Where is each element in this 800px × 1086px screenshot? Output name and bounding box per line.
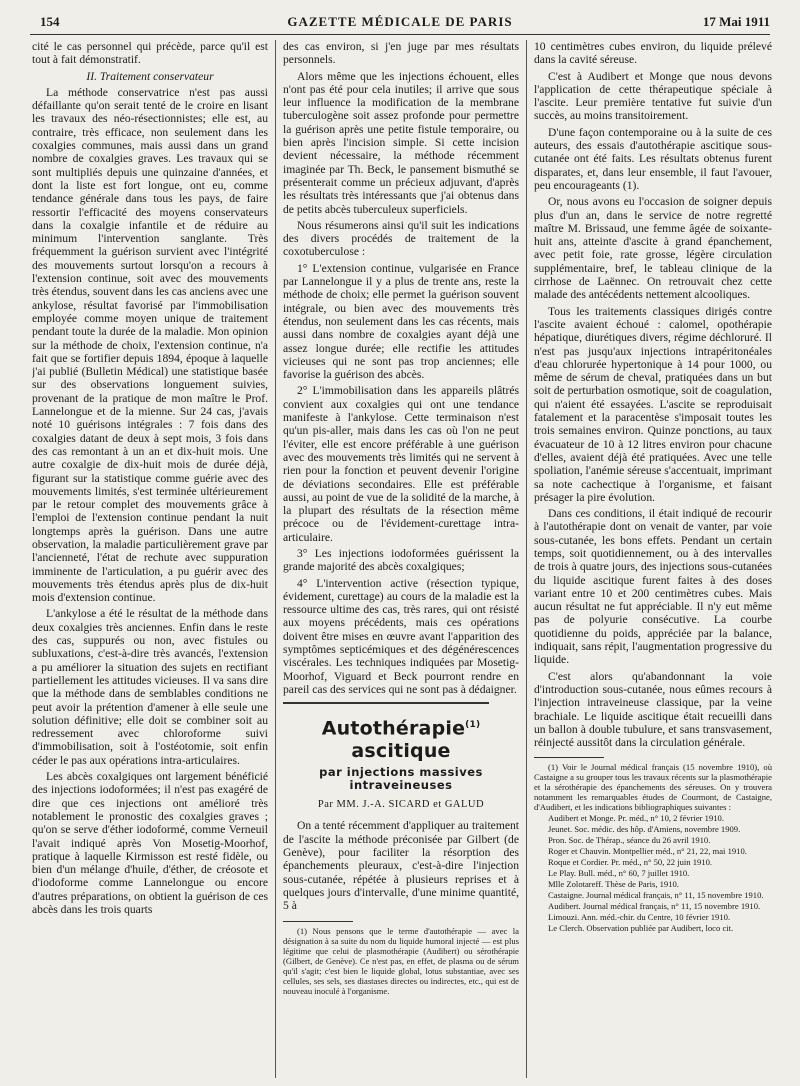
paragraph: cité le cas personnel qui précède, parce qu'il est tout à fait démonstratif.	[32, 40, 268, 67]
paragraph: C'est à Audibert et Monge que nous devons l'application de cette thérapeutique spéciale à l'ascite. Leur première tentative fut suivie d'un succès, au moins transitoirement.	[534, 69, 772, 123]
issue-date: 17 Mai 1911	[702, 14, 770, 29]
footnote: Jeunet. Soc. médic. des hôp. d'Amiens, novembre 1909.	[548, 824, 741, 835]
footnote: Roque et Cordier. Pr. méd., n° 50, 22 juin 1910.	[548, 857, 713, 868]
page-number: 154	[40, 14, 60, 29]
column-divider	[526, 40, 527, 1078]
article-separator	[283, 702, 489, 704]
footnote: Le Clerch. Observation publiée par Audibert, loco cit.	[548, 923, 734, 934]
article-header	[283, 714, 519, 811]
paragraph: Dans ces conditions, il était indiqué de recourir à l'autothérapie dont on venait de vanter, par voie sous-cutanée, les bons effets. Pendant un certain temps, soit quotidiennement, ou à des intervalles de trois à quatre jours, des injections sous-cutanées du liquide ascitique furent faites à des doses variant entre 10 et 200 centimètres cubes. Mais aucun résultat ne fut appréciable. Il n'y eut même pas de polyurie consécutive. La courbe quotidienne du poids, appréciée par la balance, indiquait, sans répit, l'augmentation progressive du liquide.	[534, 507, 772, 667]
paragraph: 4° L'intervention active (résection typique, évidement, curettage) au cours de la maladie est la ressource ultime des cas, très rares, qui ont résisté aux moyens précédents, mais ces opérations doivent être mises en œuvre avant l'apparition des symptômes septicémiques et des dégénérescences viscérales. Les techniques indiquées par Mosetig-Moorhof, Viguard et Beck pourront rendre en pareil cas des services qui ne sont pas à dédaigner.	[283, 576, 519, 696]
paragraph: Tous les traitements classiques dirigés contre l'ascite avaient échoué : calomel, opothérapie hépatique, diurétiques divers, régime déchloruré. Il n'est pas jusqu'aux injections intrapéritonéales d'eau chlorurée hypertonique à 14 pour 1000, ou même de sérum de cheval, pratiquées dans un but soit de perturbation osmotique, soit de coagulation, qui n'aient été essayées. L'ascite se reproduisait fatalement et la paracentèse s'imposait toutes les trois semaines environ. Quinze ponctions, au taux évacuateur de 10 à 12 litres environ pour chacune d'elles, avaient déjà été pratiquées. Avec une telle spoliation, l'anémie séreuse s'accentuait, imprimant sa note cachectique à l'organisme, et faisant présager la pire évolution.	[534, 304, 772, 504]
column-2	[283, 40, 519, 1080]
article-title-main: Autothérapie	[321, 717, 466, 740]
footnote: Limouzi. Ann. méd.-chir. du Centre, 10 février 1910.	[548, 912, 731, 923]
paragraph: Nous résumerons ainsi qu'il suit les indications des divers procédés de traitement de la coxotuberculose :	[283, 218, 519, 259]
column-1	[32, 40, 268, 1080]
footnote: (1) Voir le Journal médical français (15 novembre 1910), où Castaigne a su grouper tous les travaux récents sur la plasmothérapie et la sérothérapie des épanchements des séreuses. On y trouvera notamment les remarquables études de Courmont, de Castaigne, d'Audibert, et les indications bibliographiques suivantes :	[534, 762, 772, 813]
article-authors: Par MM. J.-A. SICARD et GALUD	[317, 799, 485, 811]
footnote: Pron. Soc. de Thérap., séance du 26 avril 1910.	[548, 835, 711, 846]
footnote-rule	[534, 757, 604, 758]
paragraph: La méthode conservatrice n'est pas aussi défaillante qu'on serait tenté de le croire en lisant les travaux des néo-résectionnistes; elle est, au contraire, très efficace, non seulement dans les coxalgies communes, mais aussi dans un grand nombre de coxalgies graves. Les travaux qui se sont multipliés depuis une quinzaine d'années, et dont la liste est fort longue, ont eu, comme tendance générale dans tous les pays, de faire ressortir l'efficacité des moyens conservateurs dans la coxalgie infantile et de réduire au minimum l'intervention sanglante. Très fréquemment la guérison survient avec l'intégrité des mouvements surtout lorsqu'on a recours à l'extension continue, soit avec des mouvements très étendus, souvent dans les cas anciens avec une ankylose, résultat favorisé par l'immobilisation employée comme moyen unique de traitement pendant toute la durée de la maladie. Mon opinion sur la méthode de choix, l'extension continue, n'a fait que se fortifier depuis 1894, époque à laquelle j'ai publié (Bulletin Médical) une statistique basée sur des observations longuement suivies, provenant de la pratique de mon maître le Prof. Lannelongue et de la mienne. Sur 24 cas, j'avais noté 10 guérisons intégrales : 7 fois dans des coxalgies datant de deux à sept mois, 3 fois dans des cas remontant à un an et dix-huit mois. Une autre coxalgie de dix-huit mois de durée déjà, figurant sur la statistique comme guérie avec des mouvements limités, s'est terminée ultérieurement par le retour complet des mouvements grâce à l'emploi de l'extension continue pendant la nuit longtemps après la guérison. Dans une autre observation, la maladie particulièrement grave par l'ancienneté, l'état de rechute avec suppuration imminente de l'articulation, a pu guérir avec des mouvements très étendus après plus de dix-huit mois d'extension continue.	[32, 85, 268, 605]
paragraph: D'une façon contemporaine ou à la suite de ces auteurs, des essais d'autothérapie ascitique sous-cutanée ont été faits. Les résultats obtenus furent disparates, et, dans leur ensemble, il faut l'avouer, peu encourageants (1).	[534, 125, 772, 192]
paragraph: L'ankylose a été le résultat de la méthode dans deux coxalgies très anciennes. Enfin dans le reste des cas, suppurés ou non, avec fistules ou subluxations, c'est-à-dire très avancés, l'extension a pu améliorer la situation des sujets en rectifiant partiellement les attitudes vicieuses. Il va sans dire que la méthode dans de semblables conditions ne peut avoir la prétention d'amener à elle seule une solution définitive; elle doit se combiner soit au redressement avec chloroforme suivi d'immobilisation, soit à l'ostéotomie, soit enfin céder le pas aux opérations intra-articulaires.	[32, 607, 268, 767]
section-heading: II. Traitement conservateur	[86, 69, 214, 83]
paragraph: C'est alors qu'abandonnant la voie d'introduction sous-cutanée, nous eûmes recours à l'injection intraveineuse classique, par la veine brachiale. Le liquide ascitique était recueilli dans un ballon à double tubulure, et sans transvasement, réinjecté aussitôt dans la circulation générale.	[534, 669, 772, 750]
journal-title: GAZETTE MÉDICALE DE PARIS	[287, 14, 513, 29]
footnote: Le Play. Bull. méd., n° 60, 7 juillet 1910.	[548, 868, 690, 879]
paragraph: On a tenté récemment d'appliquer au traitement de l'ascite la méthode préconisée par Gilbert (de Genève), pour faciliter la résorption des épanchements pleuraux, c'est-à-dire l'injection sous-cutanée, répétée à plusieurs reprises et à quelques jours d'intervalle, d'une minime quantité, 5 à	[283, 819, 519, 913]
footnote: Mlle Zolotareff. Thèse de Paris, 1910.	[548, 879, 679, 890]
paragraph: Les abcès coxalgiques ont largement bénéficié des injections iodoformées; il n'est pas exagéré de dire que ces injections ont amélioré très notablement le pronostic des coxalgies graves ; qu'on se serve d'éther iodoformé, comme Verneuil l'avait indiqué après Von Mosetig-Moorhof, pratique à laquelle Kirmisson est resté fidèle, ou bien d'un mélange d'huile, d'éther, de créosote et d'iodoforme comme Lannelongue ou encore d'autres préparations, on obtient la guérison de ces abcès dans les trois quarts	[32, 770, 268, 916]
paragraph: des cas environ, si j'en juge par mes résultats personnels.	[283, 40, 519, 67]
footnote: Roger et Chauvin. Montpellier méd., n° 21, 22, mai 1910.	[548, 846, 747, 857]
article-title-second: ascitique	[351, 739, 451, 762]
footnote: Castaigne. Journal médical français, n° 11, 15 novembre 1910.	[548, 890, 764, 901]
article-subtitle: par injections massives intraveineuses	[319, 764, 483, 792]
paragraph: 10 centimètres cubes environ, du liquide prélevé dans la cavité séreuse.	[534, 40, 772, 67]
paragraph: 1° L'extension continue, vulgarisée en France par Lannelongue il y a plus de trente ans, reste la méthode de choix; elle permet la guérison souvent intégrale, ou bien avec des mouvements très étendus, non seulement dans les cas récents, mais aussi dans nombre de coxalgies ayant déjà une assez longue durée; elle rectifie les attitudes vicieuses qui ne sont pas trop anciennes; elle favorise la guérison des abcès.	[283, 261, 519, 382]
footnote-marker: (1)	[465, 720, 481, 731]
paragraph: Alors même que les injections échouent, elles n'ont pas été pour cela inutiles; il arrive que sous leur influence la modification de la membrane tuberculogène soit assez profonde pour permettre la guérison après une petite fistule temporaire, ou bien après l'incision simple. Si cette incision devient nécessaire, la méthode récemment imaginée par Th. Beck, le pansement bismuthé se présenterait comme un précieux adjuvant, d'après les résultats très intéressants que j'ai obtenus dans de petits abcès tuberculeux superficiels.	[283, 69, 519, 216]
paragraph: Or, nous avons eu l'occasion de soigner depuis plus d'un an, dans le service de notre regretté maître M. Brissaud, une femme âgée de soixante-huit ans, atteinte d'ascite à grand épanchement, avec petit foie, rate grosse, légère circulation supplémentaire, bref, le tableau clinique de la cirrhose de Laënnec. On retrouvait chez cette malade des antécédents nettement alcooliques.	[534, 195, 772, 302]
footnote: (1) Nous pensons que le terme d'autothérapie — avec la désignation à sa suite du nom du liquide humoral injecté — est plus légitime que celui de plasmothérapie (Audibert) ou sérothérapie (Gilbert, de Genève). Ce n'est pas, en effet, de plasma ou de sérum qu'il s'agit; c'est bien le liquide global, lotus substantiae, avec ses cellules, ses sels, ses diastases directes ou indirectes, etc., qui est de nouveau inoculé à l'organisme.	[283, 925, 519, 996]
footnote-rule	[283, 921, 353, 922]
page-header	[30, 10, 770, 32]
footnote: Audibert et Monge. Pr. méd., n° 10, 2 février 1910.	[548, 813, 724, 824]
column-divider	[275, 40, 276, 1078]
article-title	[283, 714, 519, 761]
paragraph: 3° Les injections iodoformées guérissent la grande majorité des abcès coxalgiques;	[283, 546, 519, 574]
header-rule	[30, 34, 770, 35]
footnote: Audibert. Journal médical français, n° 11, 15 novembre 1910.	[548, 901, 761, 912]
column-3	[534, 40, 772, 1080]
paragraph: 2° L'immobilisation dans les appareils plâtrés convient aux coxalgies qui ont une tendance manifeste à l'ankylose. Cette terminaison n'est qu'un pis-aller, mais dans les cas où l'on ne peut l'éviter, elle est encore préférable à une guérison avec des mouvements très limités qui ne servent à rien pour la fonction et peuvent devenir l'origine de déviations secondaires. Elle est préférable aussi, au point de vue de la solidité de la marche, à la plupart des résultats de la résection même précoce ou de l'évidement-curettage intra-articulaire.	[283, 384, 519, 544]
